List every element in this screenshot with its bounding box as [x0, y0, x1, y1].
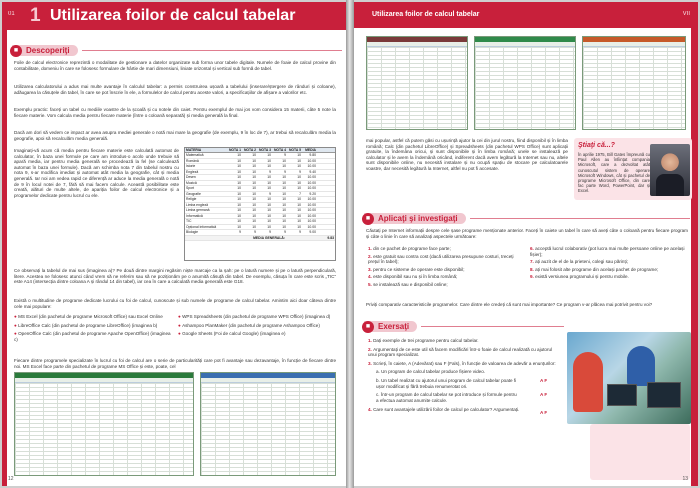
table-cell: 10: [237, 186, 241, 190]
did-you-know-title: Ştiaţi că...?: [578, 142, 615, 149]
list-item: ● OpenOffice Calc (din pachetul de programe Apache OpenOffice) (imaginea c): [14, 331, 171, 342]
table-cell: 10: [252, 219, 256, 223]
table-cell: 10: [267, 180, 271, 185]
table-cell: 10: [237, 197, 241, 201]
table-cell: 10: [282, 175, 286, 179]
chapter-number: 1: [30, 5, 41, 26]
table-cell: 10: [237, 153, 241, 157]
table-cell: 10: [267, 224, 271, 229]
list-item: 2. Argumentați de ce este util să facem modificări într-o foaie de calcul realizată cu ajutorul unui program specializat.: [368, 346, 553, 358]
table-cell: 10: [297, 213, 301, 218]
table-cell: Opțional informatică: [186, 224, 217, 229]
investigate-list-right: [530, 246, 686, 282]
investigate-outro: Priviți comparativ caracteristicile programelor. Care dintre ele credeți că sunt mai importante? Ce program v-ar plăcea mai potrivit pentru voi?: [366, 302, 653, 307]
section-title: Exersaţi: [378, 321, 410, 331]
section-title: Descoperiţi: [26, 45, 70, 55]
table-cell: 10: [282, 197, 286, 201]
list-item: ● Google Sheets (Foi de calcul Google) (imaginea e): [178, 331, 286, 337]
table-cell: Biologie: [186, 230, 199, 234]
table-cell: 10: [252, 202, 256, 207]
list-item: a. Un program de calcul tabelar produce fișiere video.: [376, 369, 486, 375]
list-item: 4. este disponibil sau nu și în limba română;: [368, 274, 458, 280]
table-cell: 10: [237, 202, 241, 207]
table-cell: 10.00: [307, 186, 316, 190]
table-cell: Istorie: [186, 164, 196, 168]
list-item: 8. ați mai folosit alte programe din același pachet de programe;: [530, 266, 659, 272]
true-false-marker: A F: [540, 378, 548, 383]
table-cell: Română: [186, 158, 199, 163]
table-cell: 10: [252, 158, 256, 163]
investigate-intro: Căutați pe Internet informații despre cele șase programe menționate anterior. Faceți în caiete un tabel în care să aveți câte o coloană pentru fiecare program și câte o linie în care să analizați aspectele următoare:: [366, 228, 688, 239]
table-cell: 10: [252, 186, 256, 190]
table-cell: 10: [252, 191, 256, 196]
table-cell: 9: [239, 230, 241, 234]
left-page: [2, 2, 346, 486]
table-cell: 10: [282, 164, 286, 168]
table-cell: 10: [282, 224, 286, 229]
table-cell: 10: [297, 219, 301, 223]
table-cell: 10: [282, 186, 286, 190]
table-cell: 10: [237, 164, 241, 168]
page-edge-stripe: [2, 30, 7, 486]
section-title: Aplicaţi şi investigaţi: [378, 213, 458, 223]
list-item: 3. Scrieți, în caiete, A (Adevărat) sau F (Fals), în funcție de valoarea de adevăr a enunțurilor:: [368, 360, 556, 366]
table-cell: 10.00: [307, 197, 316, 201]
did-you-know-text: În aprilie 1975, Bill Gates împreună cu Paul Allen au înființat compania Microsoft, care a dezvoltat atât cunoscutul sistem de operare Microsoft Windows, cât și pachetul de programe Microsoft Office, din care fac parte Word, PowerPoint, dar și Excel.: [578, 152, 650, 194]
list-item: 6. acceptă lucrul colaborativ (pot lucra mai multe persoane online pe același fișier);: [530, 246, 685, 257]
table-header-cell: NOTA 2: [243, 148, 256, 152]
table-cell: 10: [297, 153, 301, 157]
table-cell: 10: [237, 213, 241, 218]
table-cell: 10: [252, 224, 256, 229]
table-cell: 9.40: [309, 169, 316, 174]
table-header-cell: NOTA 3: [258, 148, 271, 152]
section-exersati: [364, 320, 564, 332]
geography-paragraph: Dacă am dori să vedem ce impact ar avea asupra mediei generale o notă mai mare la geografie (de exemplu, 9 în loc de 7), ar trebui să recalculăm media la geografie, apoi să recalculăm media generală.: [14, 130, 336, 141]
list-item: 4. Care sunt avantajele utilizării foilor de calcul pe calculator? Argumentați.: [368, 407, 520, 413]
table-cell: 10: [297, 197, 301, 201]
table-cell: Sport: [186, 186, 195, 190]
table-cell: 10: [297, 224, 301, 229]
table-cell: TIC: [186, 219, 192, 223]
table-cell: 9.20: [309, 191, 316, 196]
closing-paragraph: Fiecare dintre programele specializate în lucrul cu foi de calcul are o serie de particularități care pot fi avantaje sau dezavantaje, în funcție de fiecare dintre noi. MS Excel face parte din pachetul de programe MS Office și este, poate, cel: [14, 358, 336, 369]
table-cell: 10: [252, 153, 256, 157]
section-bullet-icon: ■: [362, 321, 374, 333]
table-cell: 10: [237, 180, 241, 185]
table-cell: 10: [237, 175, 241, 179]
chapter-banner: [2, 2, 346, 30]
table-cell: 10: [237, 191, 241, 196]
portrait-photo: [650, 144, 690, 196]
table-cell: 10.00: [307, 224, 316, 229]
table-cell: 10: [297, 175, 301, 179]
table-cell: Limba engleză: [186, 202, 209, 207]
table-cell: 10: [282, 208, 286, 212]
table-cell: 10: [252, 169, 256, 174]
table-cell: 10: [267, 164, 271, 168]
table-cell: 10: [267, 213, 271, 218]
table-cell: 10: [267, 153, 271, 157]
list-item: ● LibreOffice Calc (din pachetul de programe LibreOffice) (imaginea b): [14, 322, 158, 328]
table-cell: 10: [267, 175, 271, 179]
page-number: 13: [682, 476, 688, 482]
table-cell: 10: [252, 180, 256, 185]
spreadsheet-screenshot-c: [200, 372, 336, 476]
list-item: 9. există versiunea programului și pentru mobile.: [530, 274, 629, 280]
spreadsheet-screenshot-e: [474, 36, 576, 130]
table-cell: 10: [267, 186, 271, 190]
table-cell: 10: [237, 158, 241, 163]
spreadsheet-screenshot-d: [366, 36, 468, 130]
right-page: [354, 2, 698, 486]
section-descoperiti: [12, 44, 342, 56]
table-cell: 10: [267, 208, 271, 212]
section-bullet-icon: ■: [10, 45, 22, 57]
table-cell: 9: [269, 169, 271, 174]
table-cell: 10: [282, 191, 286, 196]
table-cell: 10: [252, 213, 256, 218]
list-item: 7. ați auzit de el de la prieteni, colegi sau părinți;: [530, 259, 629, 265]
table-cell: Matematică: [186, 153, 204, 157]
programs-intro: Există o multitudine de programe dedicate lucrului cu foi de calcul, cunoscute și sub numele de programe de calcul tabelar. Amintim aici doar câteva dintre cele mai populare:: [14, 298, 336, 309]
intro-paragraph: Foile de calcul electronice reprezintă o modalitate de gestionare a datelor organizate sub forma unor tabele digitale. Numele de foaie de calcul provine din contabilitate, domeniu în care se folosesc formulare de hârtie de mari dimensiuni, liniate orizontal și vertical sub formă de tabel.: [14, 60, 336, 71]
corner-label: VII: [682, 11, 690, 17]
table-cell: 10: [297, 208, 301, 212]
programs-list-right: [178, 314, 336, 337]
book-gutter: [346, 0, 354, 488]
table-cell: Desen: [186, 175, 196, 179]
running-header: [354, 2, 698, 28]
exercise-list: [368, 338, 560, 413]
corner-label: 01: [8, 11, 15, 17]
table-cell: 9: [284, 153, 286, 157]
table-cell: 10: [237, 219, 241, 223]
page-edge-stripe: [691, 28, 698, 486]
running-header-title: Utilizarea foilor de calcul tabelar: [372, 11, 480, 18]
section-bullet-icon: ■: [362, 213, 374, 225]
table-cell: 10: [267, 197, 271, 201]
spreadsheet-screenshot-b: [14, 372, 194, 476]
table-cell: 10: [267, 202, 271, 207]
table-cell: 10: [267, 158, 271, 163]
list-item: ● WPS Spreadsheets (din pachetul de programe WPS Office) (imaginea d): [178, 314, 331, 319]
table-cell: 10: [282, 213, 286, 218]
table-cell: 10.00: [307, 175, 316, 179]
table-cell: 10.00: [307, 213, 316, 218]
table-cell: Limba germană: [186, 208, 210, 212]
page-number: 12: [8, 476, 14, 482]
table-header-cell: NOTA 4: [273, 148, 286, 152]
table-cell: 9: [284, 230, 286, 234]
table-cell: 9.80: [309, 153, 316, 157]
table-cell: 10.00: [307, 158, 316, 163]
table-cell: 9: [284, 169, 286, 174]
list-item: 5. se instalează sau e disponibil online;: [368, 281, 448, 287]
table-cell: 7: [299, 191, 301, 196]
table-cell: Religie: [186, 197, 197, 201]
table-cell: 10: [297, 186, 301, 190]
table-cell: 9: [254, 230, 256, 234]
table-cell: 10: [237, 208, 241, 212]
true-false-marker: A F: [540, 410, 548, 415]
continuation-paragraph: mai popular, astfel că putem găsi cu ușurință ajutor la cei din jurul nostru, fiind disponibil și în limba română; Calc (din pachetul LibreOffice) și Spreadsheets (din pachetul WPS Office) sunt aplicații gratuite, la îndemâna oricui, și sunt disponibile și în limba română; unele se instalează pe calculator și le avem la îndemână oricând, indiferent dacă avem legătură la Internet sau nu, altele sunt disponibile online, nu necesită instalare și nu ocupă spațiu de stocare pe calculatoarele voastre, dar necesită legătură la Internet, altfel nu pot fi accesate.: [366, 138, 568, 171]
table-cell: 10.00: [307, 202, 316, 207]
table-header-cell: MEDIA: [305, 148, 316, 152]
spreadsheet-screenshot-f: [582, 36, 686, 130]
table-cell: 10: [252, 197, 256, 201]
table-header-cell: NOTA 5: [288, 148, 301, 152]
programs-list-left: [14, 314, 174, 342]
table-cell: 10: [237, 169, 241, 174]
list-item: c. Într-un program de calcul tabelar se pot introduce și formule pentru a efectua automat anumite calcule.: [376, 392, 517, 403]
table-cell: Informatică: [186, 213, 203, 218]
example-paragraph: Exemplu practic: faceți un tabel cu mediile voastre de la școală și cu notele din caiet. Pentru exemplul de mai jos vom considera 15 materii, câte 5 note la fiecare materie. Vom calcula media pentru fiecare materie (între o coloană separată) și media generală la final.: [14, 107, 336, 118]
table-cell: 10: [252, 175, 256, 179]
list-item: ● MS Excel (din pachetul de programe Microsoft Office) sau Excel Online: [14, 314, 163, 319]
chapter-title: Utilizarea foilor de calcul tabelar: [50, 7, 296, 24]
observation-paragraph: Ce observați la tabelul de mai sus (imaginea a)? Pe două dintre margini regăsim niște marcaje ca la șah: pe o latură numere și pe o latură perpendiculară, litere. Acestea ne folosesc atunci când vrem să ne referim sau să ne poziționăm pe o anumită căsuță din tabel. De exemplu, căsuța în care este scris „TIC” este A14 (intersecția dintre coloana A și rândul 14 din tabel), iar cea în care a calculată media generală este G18.: [14, 268, 336, 285]
table-cell: 10: [237, 224, 241, 229]
table-cell: 10: [297, 158, 301, 163]
true-false-marker: A F: [540, 392, 548, 397]
table-cell: 10: [297, 202, 301, 207]
section-aplicati: [364, 212, 690, 224]
table-cell: 10: [252, 164, 256, 168]
table-cell: 10.00: [307, 219, 316, 223]
table-cell: 9.00: [309, 230, 316, 234]
table-cell: 10.00: [307, 164, 316, 168]
table-cell: 10: [297, 180, 301, 185]
table-cell: 10: [267, 219, 271, 223]
list-item: 2. este gratuit sau contra cost (dacă utilizarea presupune costuri, treceți prețul în tabel);: [368, 253, 514, 265]
table-footer-label: MEDIA GENERALĂ:: [253, 235, 285, 240]
table-header-cell: NOTA 1: [228, 148, 241, 152]
classroom-photo: [567, 332, 691, 424]
table-cell: 10.00: [307, 208, 316, 212]
list-item: b. Un tabel realizat cu ajutorul unui program de calcul tabelar poate fi ușor modificat și fără trebuia renumerotat ori.: [376, 377, 517, 389]
table-cell: 10: [282, 202, 286, 207]
table-cell: 10: [297, 164, 301, 168]
table-cell: 9: [299, 230, 301, 234]
table-header-cell: MATERIA: [186, 148, 202, 152]
list-item: 1. Dați exemple de trei programe pentru calcul tabelar.: [368, 338, 479, 343]
automatic-paragraph: Imaginați-vă acum că media pentru fiecare materie este calculată automat de calculator, în baza unei formule pe care am introdus-o acolo unde trebuie să apară media, iar pentru media generală se procedează la fel (se calculează automat în baza unei formule). Dacă am schimba nota 7 din tabelul nostru cu nota 9, s-ar modifica imediat și automat atât media la geografie, cât și media generală. Iar noi am vedea rapid ce diferență ar aduce la media generală o notă de 9 în locul notei de 7, fără să mai facem calcule. Această posibilitate este creată, alături de multe altele, de apariția foilor de calcul electronice și a programelor dedicate pentru lucrul cu ele.: [14, 148, 179, 198]
investigate-list-left: [368, 246, 524, 290]
list-item: 3. pentru ce sisteme de operare este disponibil;: [368, 266, 465, 272]
table-cell: 9: [299, 169, 301, 174]
table-cell: Geografie: [186, 191, 201, 196]
advantages-paragraph: Utilizarea calculatorului a adus mai multe avantaje în calculul tabelar: a permis construirea ușoară a tabelului (inserare/ștergere de rânduri și coloane), adăugarea la căsuțele din tabel, în care se pot înscrie în ele, a formulelor de calcul pentru aceste valori, a specificațiilor de afișare a valorilor etc.: [14, 84, 336, 95]
table-cell: 9: [269, 230, 271, 234]
table-cell: Engleză: [186, 169, 199, 174]
table-cell: 10.00: [307, 180, 316, 185]
table-cell: 10: [282, 219, 286, 223]
table-cell: 10: [252, 208, 256, 212]
table-cell: Muzică: [186, 180, 197, 185]
list-item: 1. din ce pachet de programe face parte;: [368, 246, 451, 251]
list-item: ● Ashampoo PlanMaker (din pachetul de programe Ashampoo Office): [178, 322, 320, 328]
portfolio-box: [590, 424, 690, 480]
grades-table: [184, 147, 336, 261]
table-cell: 9: [269, 191, 271, 196]
table-cell: 10: [282, 180, 286, 185]
table-footer-value: 9.83: [327, 235, 334, 240]
table-cell: 10: [282, 158, 286, 163]
